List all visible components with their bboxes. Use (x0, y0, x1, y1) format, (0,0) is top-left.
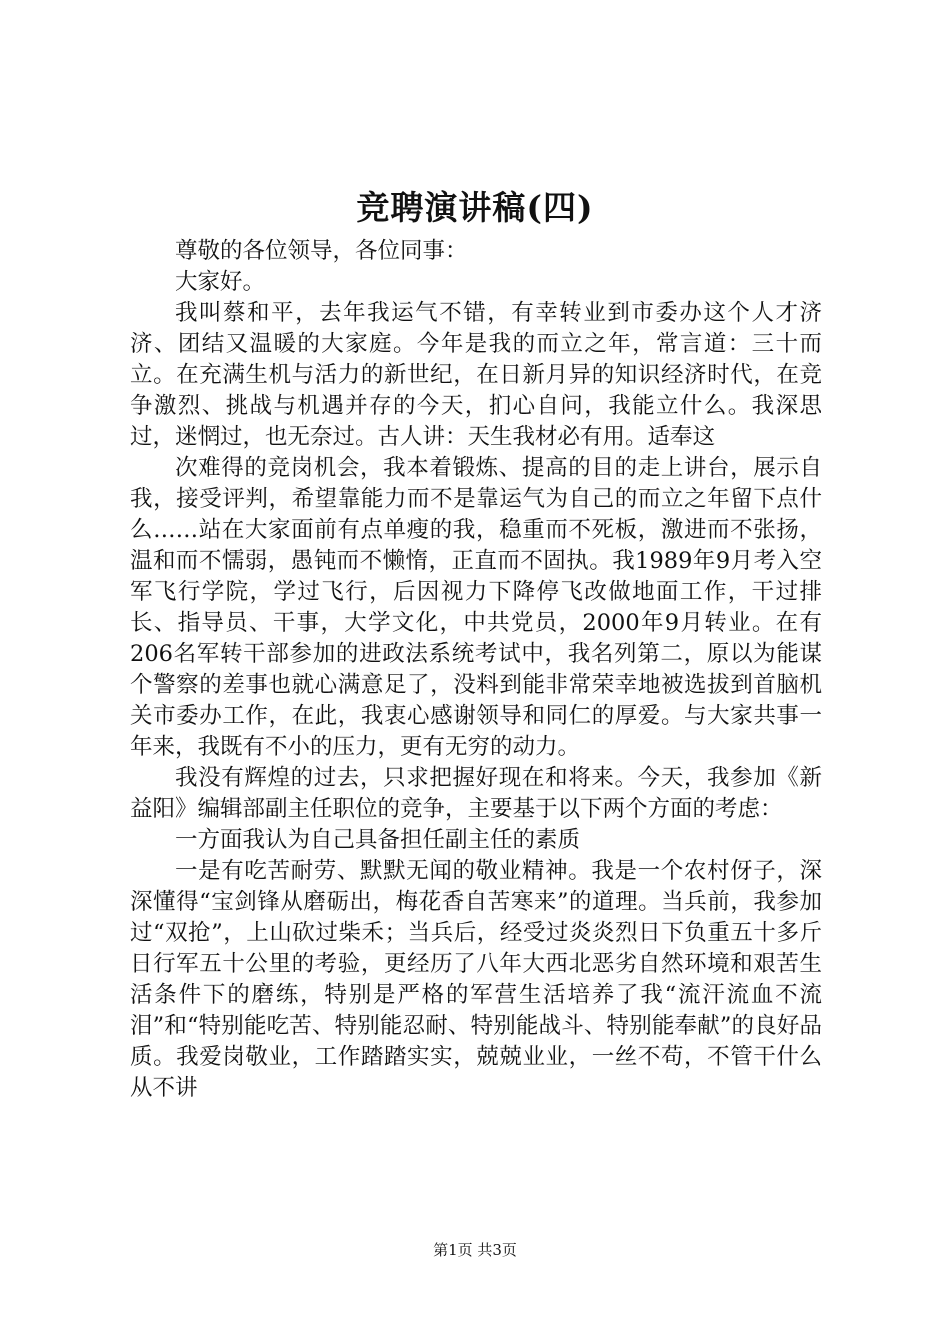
page-footer: 第1页 共3页 (433, 1241, 517, 1259)
paragraph-point-one: 一是有吃苦耐劳、默默无闻的敬业精神。我是一个农村伢子，深深懂得“宝剑锋从磨砺出，梅花香自苦寒来”的道理。当兵前，我参加过“双抢”，上山砍过柴禾；当兵后，经受过炎炎烈日下负重五十多斤日行军五十公里的考验，更经历了八年大西北恶劣自然环境和艰苦生活条件下的磨练，特别是严格的军营生活培养了我“流汗流血不流泪”和“特别能吃苦、特别能忍耐、特别能战斗、特别能奉献”的良好品质。我爱岗敬业，工作踏踏实实，兢兢业业，一丝不苟，不管干什么从不讲 (130, 858, 822, 1101)
paragraph-salutation: 尊敬的各位领导，各位同事： (175, 238, 468, 264)
paragraph-background: 次难得的竞岗机会，我本着锻炼、提高的目的走上讲台，展示自我，接受评判，希望靠能力而不是靠运气为自己的而立之年留下点什么……站在大家面前有点单瘦的我，稳重而不死板，激进而不张扬，温和而不懦弱，愚钝而不懒惰，正直而不固执。我1989年9月考入空军飞行学院，学过飞行，后因视力下降停飞改做地面工作，干过排长、指导员、干事，大学文化，中共党员，2000年9月转业。在有206名军转干部参加的进政法系统考试中，我名列第二，原以为能谋个警察的差事也就心满意足了，没料到能非常荣幸地被选拔到首脑机关市委办工作，在此，我衷心感谢领导和同仁的厚爱。与大家共事一年来，我既有不小的压力，更有无穷的动力。 (130, 455, 822, 760)
paragraph-section-heading: 一方面我认为自己具备担任副主任的素质 (175, 827, 581, 853)
document-body (130, 236, 822, 1104)
document-title: 竞聘演讲稿(四) (356, 188, 594, 227)
paragraph-introduction: 我叫蔡和平，去年我运气不错，有幸转业到市委办这个人才济济、团结又温暖的大家庭。今年是我的而立之年，常言道：三十而立。在充满生机与活力的新世纪，在日新月异的知识经济时代，在竞争激烈、挑战与机遇并存的今天，扪心自问，我能立什么。我深思过，迷惘过，也无奈过。古人讲：天生我材必有用。适奉这 (130, 300, 822, 450)
paragraph-greeting: 大家好。 (175, 269, 266, 295)
paragraph-motivation: 我没有辉煌的过去，只求把握好现在和将来。今天，我参加《新益阳》编辑部副主任职位的竞争，主要基于以下两个方面的考虑： (130, 765, 822, 822)
